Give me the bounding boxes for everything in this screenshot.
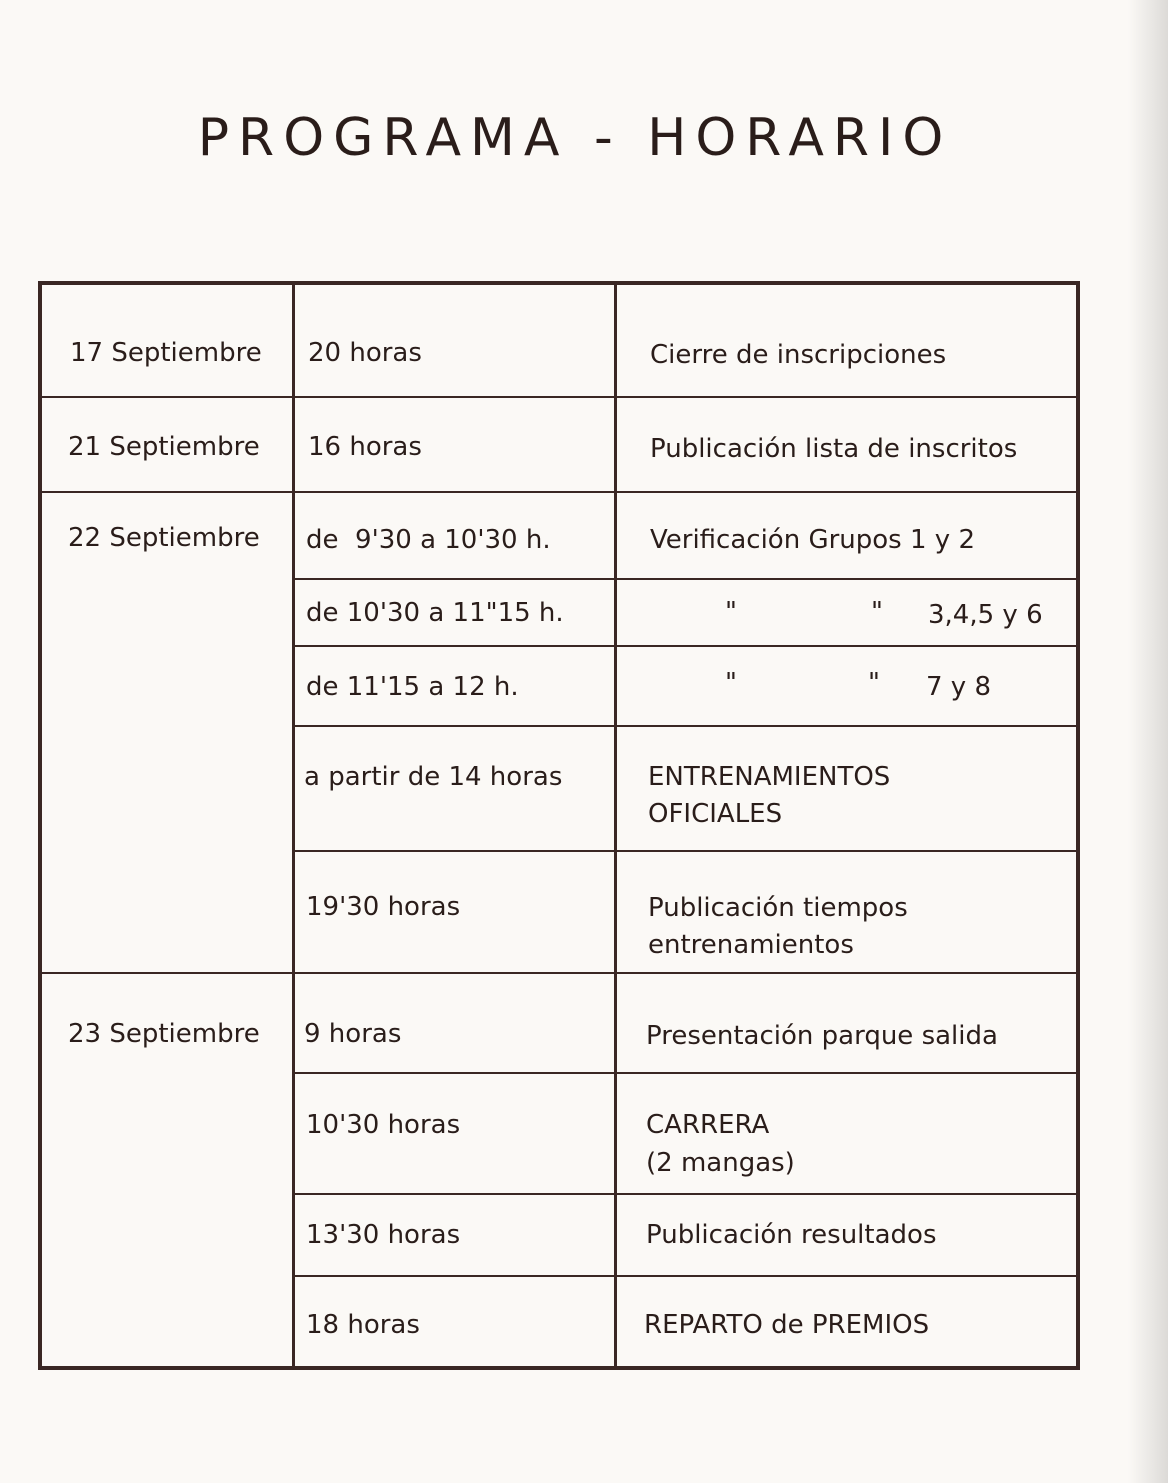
activity-cell: Publicación tiempos entrenamientos [648, 893, 908, 960]
activity-cell-sub: (2 mangas) [646, 1148, 795, 1178]
time-cell: de 10'30 a 11"15 h. [306, 598, 564, 628]
page-title: PROGRAMA - HORARIO [197, 108, 953, 168]
activity-cell: Publicación resultados [646, 1220, 937, 1250]
time-cell: 9 horas [304, 1019, 402, 1049]
date-cell: 17 Septiembre [70, 338, 262, 368]
row-divider [295, 578, 1076, 580]
activity-cell: 7 y 8 [926, 672, 991, 702]
activity-cell: CARRERA [646, 1110, 770, 1140]
activity-cell: REPARTO de PREMIOS [644, 1310, 930, 1340]
day-divider [42, 972, 1076, 974]
ditto-mark: " [725, 597, 737, 627]
time-cell: de 9'30 a 10'30 h. [306, 525, 551, 555]
activity-cell: 3,4,5 y 6 [928, 600, 1043, 630]
date-cell: 22 Septiembre [68, 523, 260, 553]
time-cell: 10'30 horas [306, 1110, 461, 1140]
row-divider [295, 725, 1076, 727]
activity-cell: Cierre de inscripciones [650, 340, 947, 370]
time-cell: de 11'15 a 12 h. [306, 672, 519, 702]
time-cell: 16 horas [308, 432, 422, 462]
day-divider [42, 491, 1076, 493]
time-cell: a partir de 14 horas [304, 762, 563, 792]
activity-cell: ENTRENAMIENTOS OFICIALES [648, 762, 891, 829]
row-divider [295, 1072, 1076, 1074]
row-divider [295, 850, 1076, 852]
row-divider [295, 1275, 1076, 1277]
ditto-mark: " [868, 668, 880, 698]
row-divider [295, 645, 1076, 647]
ditto-mark: " [725, 668, 737, 698]
time-cell: 18 horas [306, 1310, 420, 1340]
page-edge-shadow [1128, 0, 1168, 1483]
date-cell: 23 Septiembre [68, 1019, 260, 1049]
row-divider [295, 1193, 1076, 1195]
ditto-mark: " [871, 597, 883, 627]
activity-cell: Presentación parque salida [646, 1021, 998, 1051]
activity-cell: Publicación lista de inscritos [650, 434, 1018, 464]
activity-cell: Verificación Grupos 1 y 2 [650, 525, 975, 555]
time-cell: 13'30 horas [306, 1220, 461, 1250]
column-divider-date [292, 285, 295, 1366]
time-cell: 19'30 horas [306, 892, 461, 922]
schedule-table [38, 281, 1080, 1370]
time-cell: 20 horas [308, 338, 422, 368]
column-divider-time [614, 285, 617, 1366]
date-cell: 21 Septiembre [68, 432, 260, 462]
day-divider [42, 396, 1076, 398]
